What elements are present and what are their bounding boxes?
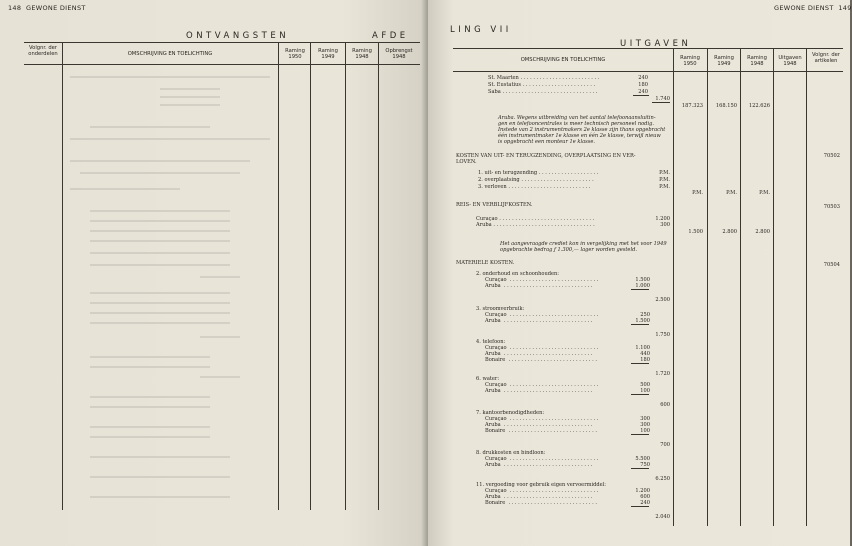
group-row-label: Aruba ............................ xyxy=(485,422,595,428)
line-amount: P.M. xyxy=(659,170,670,176)
group-row-label: Curaçao ............................ xyxy=(485,382,600,388)
left-col-r1948: Raming 1948 xyxy=(352,48,372,60)
group-heading: 6. water: xyxy=(476,376,500,382)
art1-r1949: P.M. xyxy=(726,190,737,196)
line-amount: P.M. xyxy=(659,184,670,190)
art1-r1948: P.M. xyxy=(759,190,770,196)
group-row-label: Curaçao ............................ xyxy=(485,456,600,462)
group-row-amount: 240 xyxy=(640,500,650,506)
right-banner-uitgaven: UITGAVEN xyxy=(620,39,692,49)
group-row-label: Aruba ............................ xyxy=(485,388,595,394)
group-row-label: Aruba ............................ xyxy=(485,351,595,357)
aruba-note-line: is opgebracht een monteur 1e klasse. xyxy=(498,139,595,145)
article-title: MATERIELE KOSTEN. xyxy=(456,260,515,266)
left-col-opbr1948: Opbrengst 1948 xyxy=(385,48,413,60)
group-row-amount: 1.100 xyxy=(635,345,650,351)
art2-r1950: 1.500 xyxy=(688,229,703,235)
right-page xyxy=(428,0,850,546)
island-row: Saba .............................. xyxy=(488,89,600,95)
subtotal-rule xyxy=(631,363,649,364)
group-row-amount: 100 xyxy=(640,388,650,394)
group-row-label: Curaçao ............................ xyxy=(485,277,600,283)
group-heading: 8. drukkosten en bindloon: xyxy=(476,450,546,456)
group-heading: 4. telefoon: xyxy=(476,339,506,345)
left-col-r1950: Raming 1950 xyxy=(285,48,305,60)
group-total: 700 xyxy=(660,442,670,448)
subtotal-rule xyxy=(631,289,649,290)
group-row-label: Bonaire ............................ xyxy=(485,500,599,506)
group-row-label: Aruba ............................ xyxy=(485,318,595,324)
left-banner: ONTVANGSTEN xyxy=(186,31,290,41)
right-page-header xyxy=(774,4,852,12)
group-row-amount: 100 xyxy=(640,428,650,434)
group-row-amount: 750 xyxy=(640,462,650,468)
article-number: 70502 xyxy=(823,153,840,159)
group-total: 2.500 xyxy=(655,297,670,303)
group-row-label: Bonaire ............................ xyxy=(485,428,599,434)
article-title: LOVEN. xyxy=(456,159,477,165)
island-amount: 240 xyxy=(638,75,648,81)
group-total: 600 xyxy=(660,402,670,408)
left-col-r1949: Raming 1949 xyxy=(318,48,338,60)
article-number: 70503 xyxy=(823,204,840,210)
aruba-note-line: gen en telefooncentrales is meer technisch personeel nodig. xyxy=(498,121,654,127)
subtotal-rule xyxy=(631,468,649,469)
line-item: Curaçao .............................. xyxy=(476,216,596,222)
line-item: 2. overplaatsing ....................... xyxy=(478,177,596,183)
art2-r1948: 2.800 xyxy=(755,229,770,235)
aruba-note-line: één instrumentmaker 1e klasse en één 2e klasse, terwijl nieuw xyxy=(498,133,661,139)
island-amount: 240 xyxy=(638,89,648,95)
article-title: REIS- EN VERBLIJFKOSTEN. xyxy=(456,202,533,208)
aruba-note-line: Aruba. Wegens uitbreiding van het aantal telefoonaansluitin- xyxy=(498,115,656,121)
left-page-header xyxy=(8,4,86,12)
line-item: 1. uit- en terugzending ................... xyxy=(478,170,600,176)
aruba-note-line: Instede van 2 instrumentmakers 2e klasse zijn thans opgebracht xyxy=(498,127,666,133)
group-heading: 11. vergoeding voor gebruik eigen vervoermiddel: xyxy=(476,482,606,488)
left-page-number: 148 xyxy=(8,4,22,12)
subtotal-rule xyxy=(631,434,649,435)
group-total: 2.040 xyxy=(655,514,670,520)
block1-r1948: 122.626 xyxy=(748,103,770,109)
right-col-volgnr: Volgnr. der artikelen xyxy=(812,52,840,64)
art2-r1949: 2.800 xyxy=(722,229,737,235)
group-row-amount: 1.500 xyxy=(635,318,650,324)
group-row-label: Curaçao ............................ xyxy=(485,416,600,422)
group-row-label: Curaçao ............................ xyxy=(485,312,600,318)
group-heading: 2. onderhoud en schoonhouden: xyxy=(476,271,560,277)
group-row-label: Curaçao ............................ xyxy=(485,488,600,494)
group-total: 1.750 xyxy=(655,332,670,338)
subtotal-rule xyxy=(631,506,649,507)
left-col-volgnr: Volgnr. der onderdelen xyxy=(28,45,58,57)
note-line: opgebrachte bedrag ƒ 1.300,— lager worden gesteld. xyxy=(500,247,637,253)
subtotal-rule xyxy=(631,324,649,325)
group-total: 1.720 xyxy=(655,371,670,377)
group-total: 6.250 xyxy=(655,476,670,482)
group-row-amount: 1.000 xyxy=(635,283,650,289)
island-row: St. Maarten ......................... xyxy=(488,75,601,81)
group-row-label: Bonaire ............................ xyxy=(485,357,599,363)
group-heading: 7. kantoorbenodigdheden: xyxy=(476,410,545,416)
line-amount: 1.200 xyxy=(655,216,670,222)
group-row-amount: 5.500 xyxy=(635,456,650,462)
right-section: GEWONE DIENST xyxy=(774,4,834,12)
line-item: 3. verloven .......................... xyxy=(478,184,593,190)
group-row-amount: 300 xyxy=(640,422,650,428)
right-banner: LING VII xyxy=(450,25,512,35)
article-number: 70504 xyxy=(823,262,840,268)
line-amount: P.M. xyxy=(659,177,670,183)
island-amount: 180 xyxy=(638,82,648,88)
block1-r1949: 168.150 xyxy=(715,103,737,109)
group-row-label: Curaçao ............................ xyxy=(485,345,600,351)
group-row-label: Aruba ............................ xyxy=(485,283,595,289)
right-col-r1950: Raming 1950 xyxy=(680,55,700,67)
right-page-number: 149 xyxy=(838,4,852,12)
island-row: St. Eustatius ....................... xyxy=(488,82,597,88)
line-item: Aruba ................................ xyxy=(476,222,597,228)
group-row-amount: 1.500 xyxy=(635,277,650,283)
group-heading: 3. stroomverbruik: xyxy=(476,306,525,312)
left-col-omschrijving: OMSCHRIJVING EN TOELICHTING xyxy=(127,51,213,57)
line-amount: 300 xyxy=(660,222,670,228)
group-row-amount: 500 xyxy=(640,382,650,388)
islands-subtotal: 1.740 xyxy=(655,96,670,102)
right-col-r1949: Raming 1949 xyxy=(714,55,734,67)
group-row-amount: 300 xyxy=(640,416,650,422)
block1-r1950: 187.323 xyxy=(681,103,703,109)
subtotal-rule xyxy=(631,394,649,395)
left-section: GEWONE DIENST xyxy=(26,4,86,12)
right-col-omschrijving: OMSCHRIJVING EN TOELICHTING xyxy=(520,57,606,63)
left-banner-cont: AFDE xyxy=(372,31,409,41)
group-row-amount: 1.200 xyxy=(635,488,650,494)
group-row-amount: 250 xyxy=(640,312,650,318)
group-row-amount: 440 xyxy=(640,351,650,357)
group-row-label: Aruba ............................ xyxy=(485,462,595,468)
article-title: KOSTEN VAN UIT- EN TERUGZENDING, OVERPLAATSING EN VER- xyxy=(456,153,636,159)
group-row-amount: 180 xyxy=(640,357,650,363)
art1-r1950: P.M. xyxy=(692,190,703,196)
group-row-label: Aruba ............................ xyxy=(485,494,595,500)
group-row-amount: 600 xyxy=(640,494,650,500)
right-col-u1948: Uitgaven 1948 xyxy=(778,55,802,67)
note-line: Het aangevraagde crediet kon in vergelijking met het voor 1949 xyxy=(500,241,667,247)
right-col-r1948: Raming 1948 xyxy=(747,55,767,67)
